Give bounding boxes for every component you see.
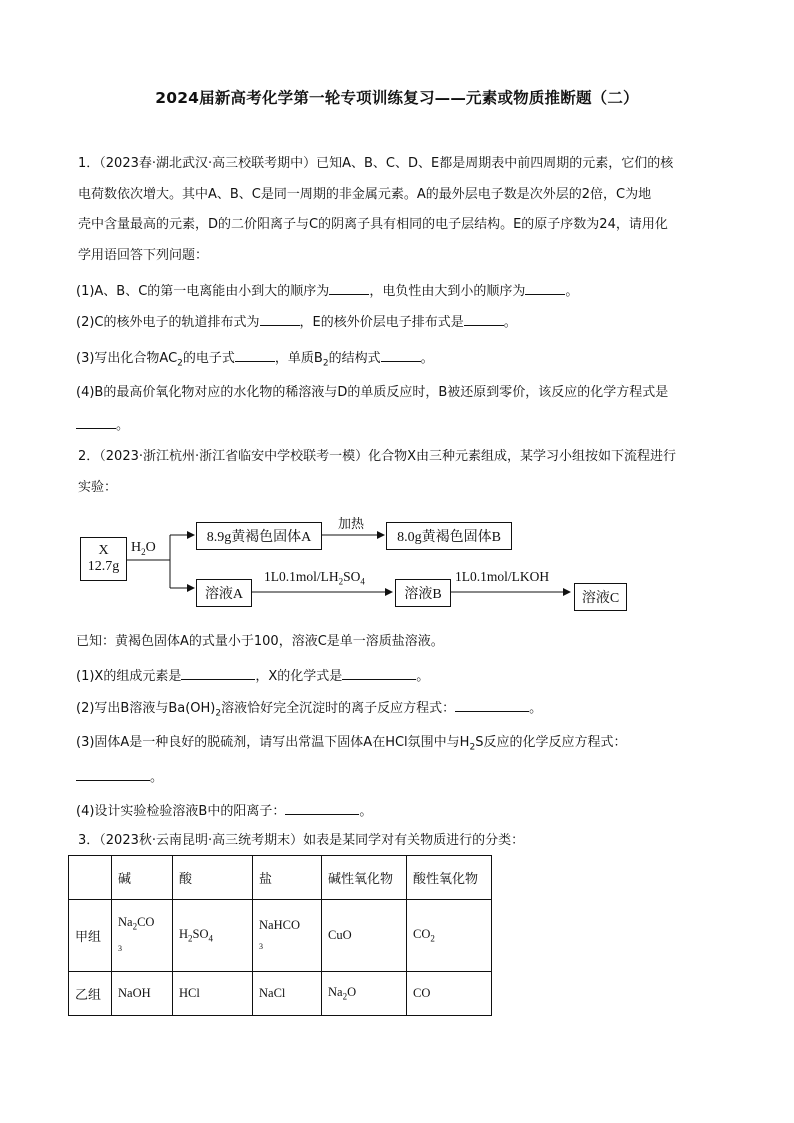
q2-part2-text-c: 。 [529,701,543,716]
q1-part1-text-c: 。 [565,284,579,299]
q1-part3-text-e: 。 [420,351,434,366]
q2-part2 [76,698,726,723]
table-header-cell: 酸 [173,856,253,900]
q2-part3 [76,734,726,757]
q2-part4-text-b: 。 [359,804,373,819]
q1-part4-text-b: 。 [116,418,130,433]
q1-part4: (4)B的最高价氧化物对应的水化物的稀溶液与D的单质反应时，B被还原到零价，该反应的化学方程式是 [76,385,669,400]
q2-stem-line2: 实验： [78,480,118,495]
table-cell: NaOH [112,972,173,1016]
table-header-cell [69,856,112,900]
acid-text: 1L0.1mol/LH [264,569,339,584]
cell-sub: 2 [188,933,193,944]
q2-part3-text-b: S反应的化学反应方程式： [475,735,627,750]
q1-part2-text-a: (2)C的核外电子的轨道排布式为 [76,315,260,330]
answer-blank[interactable] [235,348,275,362]
water-o: O [145,540,156,555]
acid-sub2: 4 [360,576,365,587]
q1-part2 [76,312,726,332]
cell-sub: 4 [208,933,214,944]
q1-part3-text-c: ，单质B [274,351,323,366]
table-cell [173,900,253,972]
q1-part3-sub2: 2 [322,358,329,369]
water-sub: 2 [141,546,146,557]
cell-sub: 2 [342,991,348,1002]
table-header-cell: 碱性氧化物 [322,856,407,900]
answer-blank[interactable] [329,281,369,295]
solution-a-box: 溶液A [196,579,252,607]
q3-stem: 3．（2023秋·云南昆明·高三统考期末）如表是某同学对有关物质进行的分类： [78,833,525,848]
cell-text: H [179,927,189,942]
q1-stem-line4: 学用语回答下列问题： [78,248,209,263]
table-cell [322,972,407,1016]
q2-part1-text-b: ，X的化学式是 [255,669,343,684]
table-cell: CuO [322,900,407,972]
q1-part2-text-c: 。 [503,315,517,330]
cell-text: CO [413,927,431,942]
row-label: 乙组 [69,972,112,1016]
cell-text: Na [118,915,133,930]
cell-text: CO [137,915,155,930]
cell-text: SO [192,927,209,942]
cell-text: Na [328,985,343,1000]
table-header-row [69,856,492,900]
cell-sub: 2 [430,933,435,944]
q2-part1-text-a: (1)X的组成元素是 [76,669,182,684]
answer-blank[interactable] [285,801,359,815]
acid-reagent-label [264,569,365,587]
cell-text: NaHCO [259,917,300,932]
table-row [69,972,492,1016]
q2-part3-sub: 2 [469,742,476,753]
table-cell [112,900,173,972]
water-h: H [131,540,142,555]
table-header-cell: 酸性氧化物 [407,856,492,900]
q2-part2-text-b: 溶液恰好完全沉淀时的离子反应方程式： [221,701,456,716]
q1-stem-line2: 电荷数依次增大。其中A、B、C是同一周期的非金属元素。A的最外层电子数是次外层的2倍，C为地 [78,187,652,202]
q1-part3 [76,348,726,373]
q2-part3-text-c: 。 [150,770,164,785]
q1-part3-text-a: (3)写出化合物AC [76,351,178,366]
q2-part1-text-c: 。 [416,669,430,684]
q2-part2-text-a: (2)写出B溶液与Ba(OH) [76,701,216,716]
compound-x-label: X [98,543,109,558]
cell-sub: 2 [132,921,138,932]
answer-blank[interactable] [181,666,255,680]
q2-part4-text-a: (4)设计实验检验溶液B中的阳离子： [76,804,286,819]
solid-a-box: 8.9g黄褐色固体A [196,522,322,550]
q1-part1-text-b: ，电负性由大到小的顺序为 [369,284,526,299]
answer-blank[interactable] [381,348,421,362]
q1-part1 [76,281,726,301]
answer-blank[interactable] [76,415,116,429]
table-header-cell: 碱 [112,856,173,900]
water-label [131,540,156,557]
row-label: 甲组 [69,900,112,972]
cell-wrap: 3 [259,941,263,951]
cell-text: O [347,985,357,1000]
answer-blank[interactable] [342,666,416,680]
compound-x-box [80,537,127,581]
q2-part4 [76,801,726,821]
acid-sub: 2 [338,576,344,587]
q1-part2-text-b: ，E的核外价层电子排布式是 [299,315,464,330]
answer-blank[interactable] [455,698,529,712]
base-reagent-label: 1L0.1mol/LKOH [455,569,550,584]
q2-part2-sub: 2 [215,708,222,719]
table-header-cell: 盐 [253,856,322,900]
q1-stem-line1: 1．（2023春·湖北武汉·高三校联考期中）已知A、B、C、D、E都是周期表中前四周期的元素，它们的核 [78,156,674,171]
q2-part1 [76,666,726,686]
solid-b-box: 8.0g黄褐色固体B [386,522,512,550]
table-cell: CO [407,972,492,1016]
q2-part3-end [76,767,726,787]
compound-x-mass: 12.7g [87,559,120,574]
answer-blank[interactable] [525,281,565,295]
solution-b-box: 溶液B [395,579,451,607]
q2-known: 已知：黄褐色固体A的式量小于100，溶液C是单一溶质盐溶液。 [76,634,444,649]
table-row [69,900,492,972]
table-cell: NaCl [253,972,322,1016]
page-title: 2024届新高考化学第一轮专项训练复习——元素或物质推断题（二） [155,89,639,107]
q2-stem-line1: 2．（2023·浙江杭州·浙江省临安中学校联考一模）化合物X由三种元素组成，某学习小组按如下流程进行 [78,449,677,464]
table-cell [407,900,492,972]
q2-part3-text-a: (3)固体A是一种良好的脱硫剂，请写出常温下固体A在HCl氛围中与H [76,735,470,750]
table-cell: HCl [173,972,253,1016]
answer-blank[interactable] [76,767,150,781]
solution-c-box: 溶液C [574,583,627,611]
answer-blank[interactable] [260,312,300,326]
table-cell [253,900,322,972]
q1-part3-text-d: 的结构式 [328,351,381,366]
q1-part4-end [76,415,726,435]
q1-part3-sub: 2 [177,358,183,369]
acid-tail: SO [343,569,361,584]
q1-part1-text-a: (1)A、B、C的第一电离能由小到大的顺序为 [76,284,330,299]
classification-table [68,855,492,1016]
q1-part3-text-b: 的电子式 [182,351,235,366]
answer-blank[interactable] [464,312,504,326]
q1-stem-line3: 壳中含量最高的元素，D的二价阳离子与C的阴离子具有相同的电子层结构。E的原子序数为24，请用化 [78,217,668,232]
experiment-flowchart [76,515,636,615]
cell-wrap: 3 [118,943,122,953]
heat-label: 加热 [338,517,365,532]
